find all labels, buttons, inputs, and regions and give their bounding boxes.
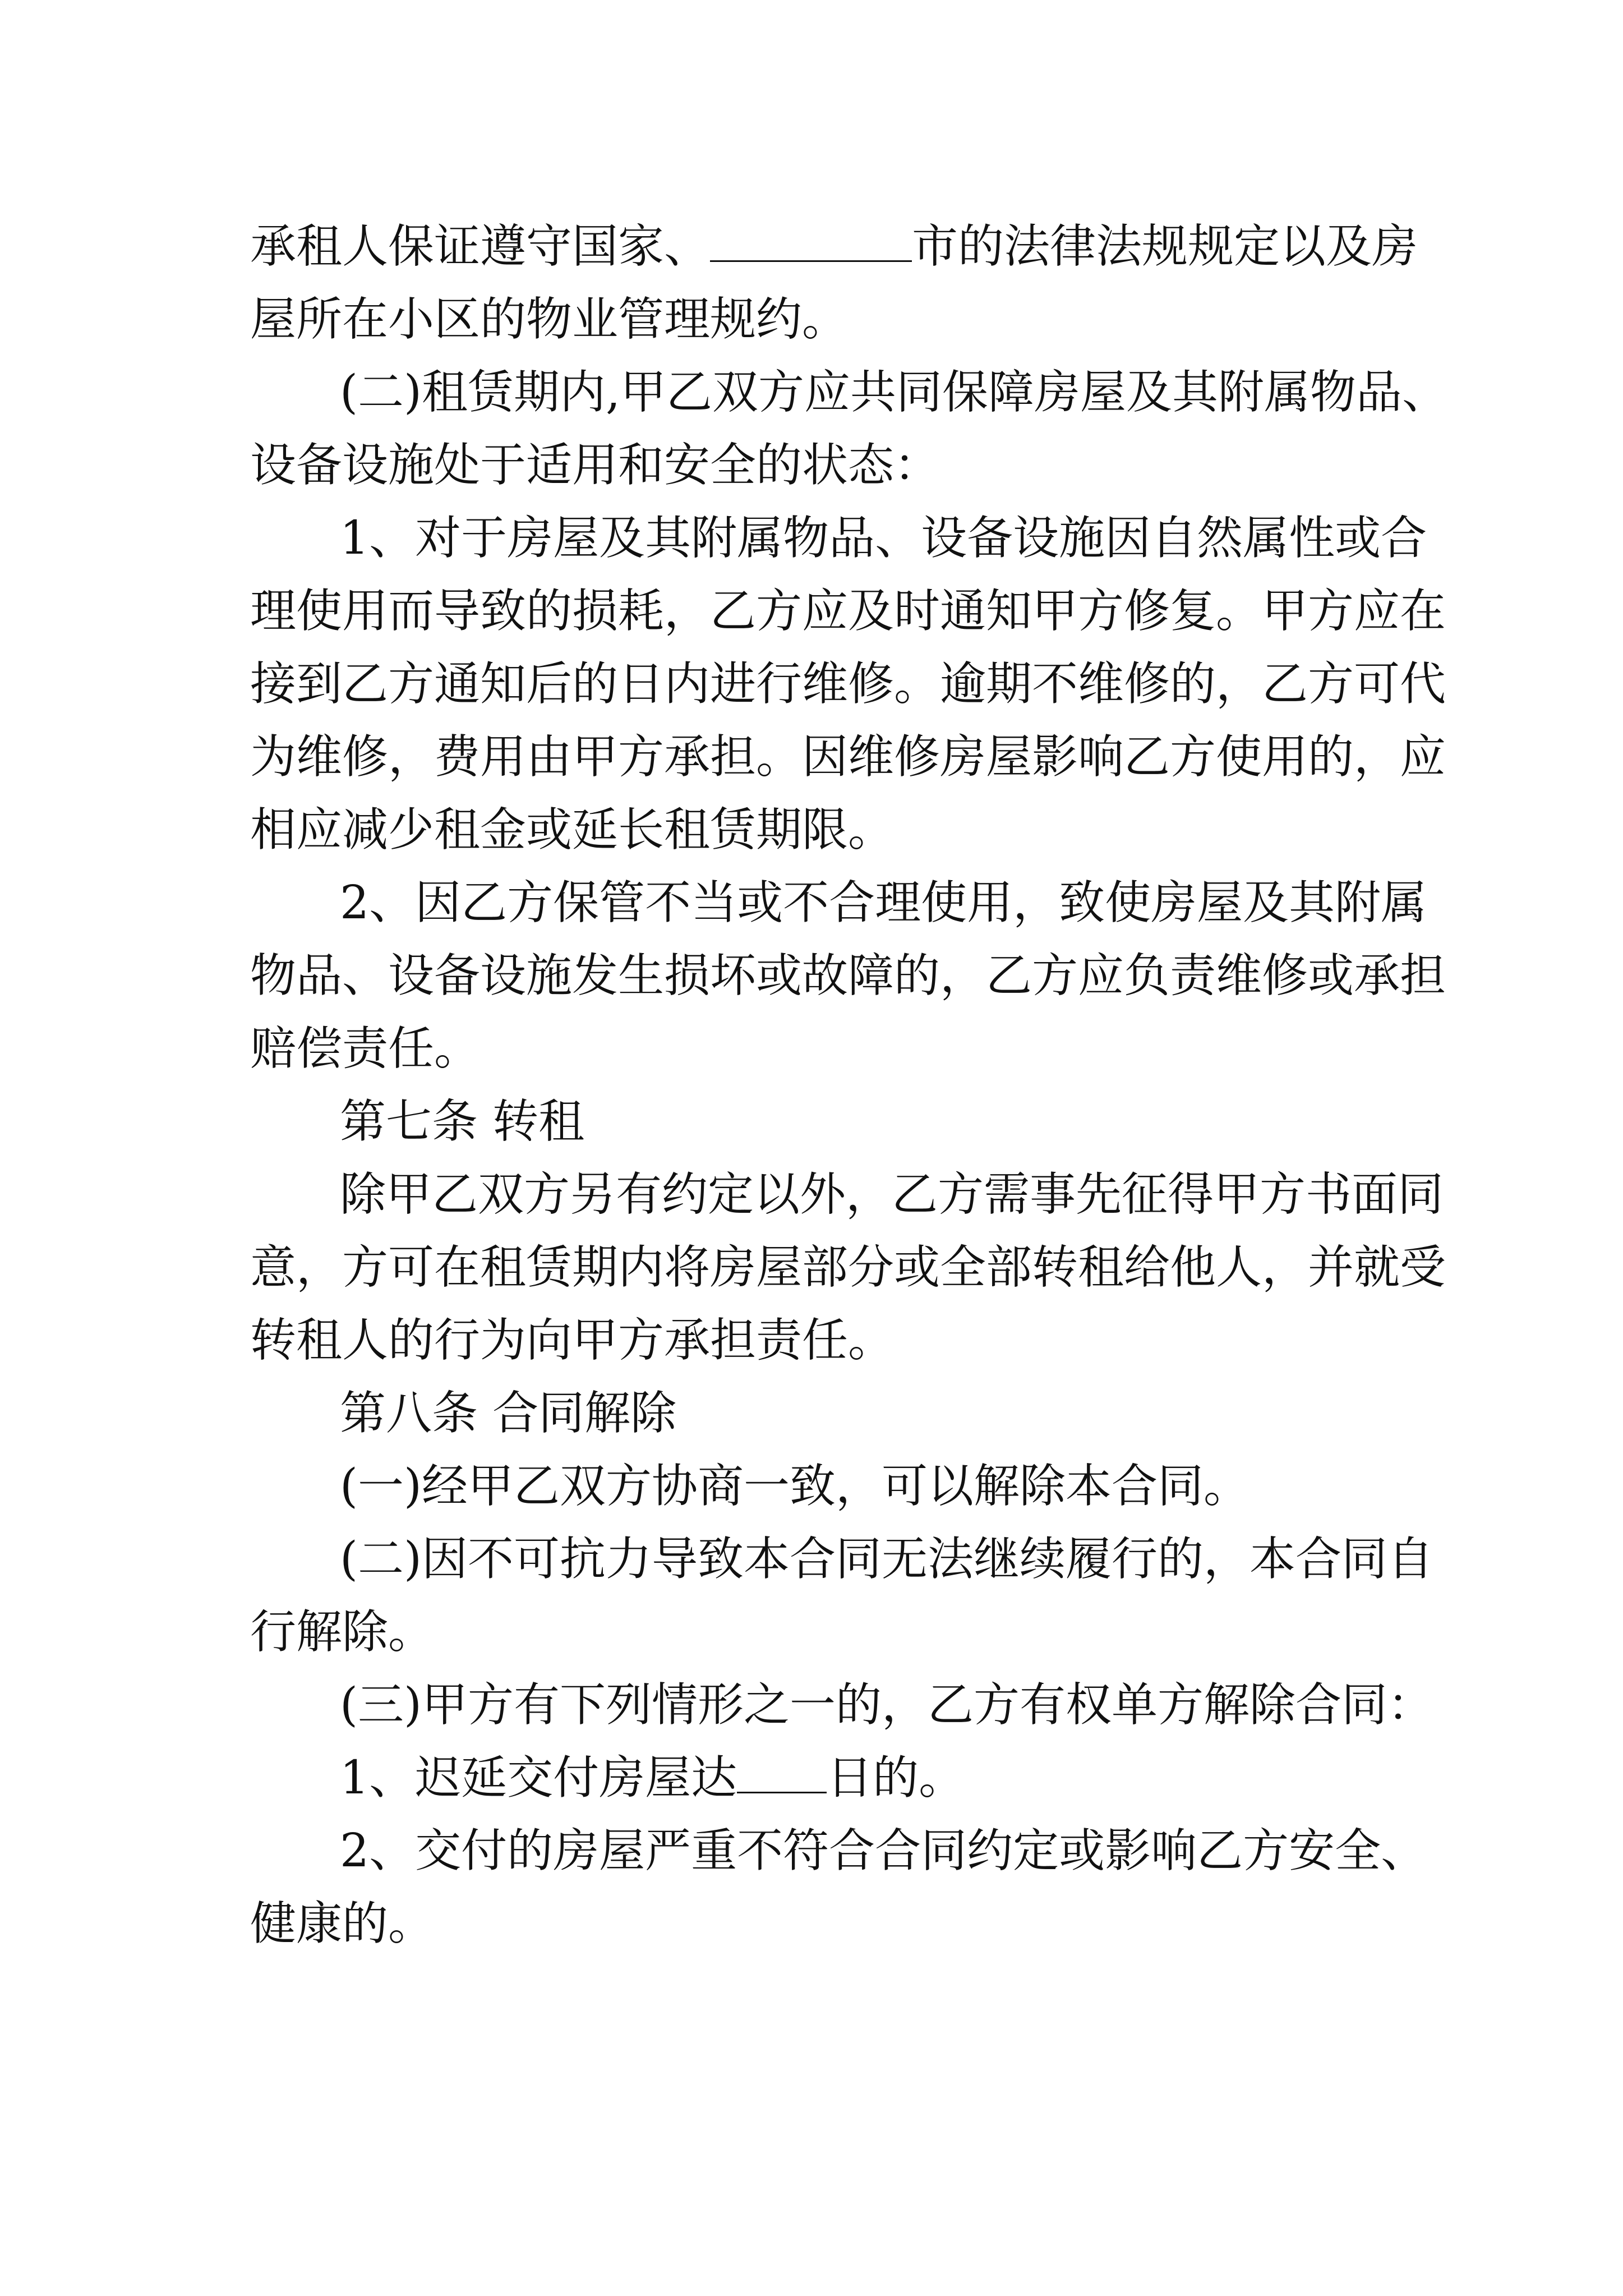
paragraph-line: 赔偿责任。 <box>250 1022 481 1075</box>
paragraph-line <box>250 216 1418 278</box>
paragraph-line: 为维修，费用由甲方承担。因维修房屋影响乙方使用的，应 <box>250 730 1446 784</box>
paragraph-line: 除甲乙双方另有约定以外，乙方需事先征得甲方书面同 <box>340 1168 1444 1221</box>
paragraph-line: 2、交付的房屋严重不符合合同约定或影响乙方安全、 <box>340 1824 1427 1878</box>
article-heading: 第八条 合同解除 <box>340 1387 677 1440</box>
paragraph-line: 物品、设备设施发生损坏或故障的，乙方应负责维修或承担 <box>250 949 1446 1002</box>
line-text: 日的。 <box>827 1751 965 1805</box>
fill-in-blank <box>710 217 912 262</box>
paragraph-line: 2、因乙方保管不当或不合理使用，致使房屋及其附属 <box>340 876 1427 930</box>
paragraph-line: 1、对于房屋及其附属物品、设备设施因自然属性或合 <box>340 512 1427 565</box>
line-text: 市的法律法规规定以及房 <box>912 220 1418 273</box>
paragraph-line: 接到乙方通知后的日内进行维修。逾期不维修的，乙方可代 <box>250 657 1446 711</box>
line-text: 1、迟延交付房屋达 <box>340 1751 737 1805</box>
paragraph-line: (三)甲方有下列情形之一的，乙方有权单方解除合同： <box>340 1678 1433 1732</box>
paragraph-line: (二)因不可抗力导致本合同无法继续履行的，本合同自 <box>340 1533 1433 1586</box>
line-text: 承租人保证遵守国家、 <box>250 220 711 273</box>
fill-in-blank <box>737 1748 827 1793</box>
paragraph-line: 意，方可在租赁期内将房屋部分或全部转租给他人，并就受 <box>250 1241 1446 1294</box>
paragraph-line: (二)租赁期内,甲乙双方应共同保障房屋及其附属物品、 <box>340 366 1449 419</box>
paragraph-line: 屋所在小区的物业管理规约。 <box>250 293 849 346</box>
paragraph-line: 相应减少租金或延长租赁期限。 <box>250 803 895 857</box>
paragraph-line: 设备设施处于适用和安全的状态： <box>250 439 940 492</box>
paragraph-line: 行解除。 <box>250 1605 435 1659</box>
article-heading: 第七条 转租 <box>340 1095 585 1148</box>
paragraph-line <box>340 1747 965 1809</box>
paragraph-line: 健康的。 <box>250 1897 435 1950</box>
paragraph-line: (一)经甲乙双方协商一致，可以解除本合同。 <box>340 1460 1249 1513</box>
paragraph-line: 理使用而导致的损耗，乙方应及时通知甲方修复。甲方应在 <box>250 585 1446 638</box>
paragraph-line: 转租人的行为向甲方承担责任。 <box>250 1314 895 1367</box>
